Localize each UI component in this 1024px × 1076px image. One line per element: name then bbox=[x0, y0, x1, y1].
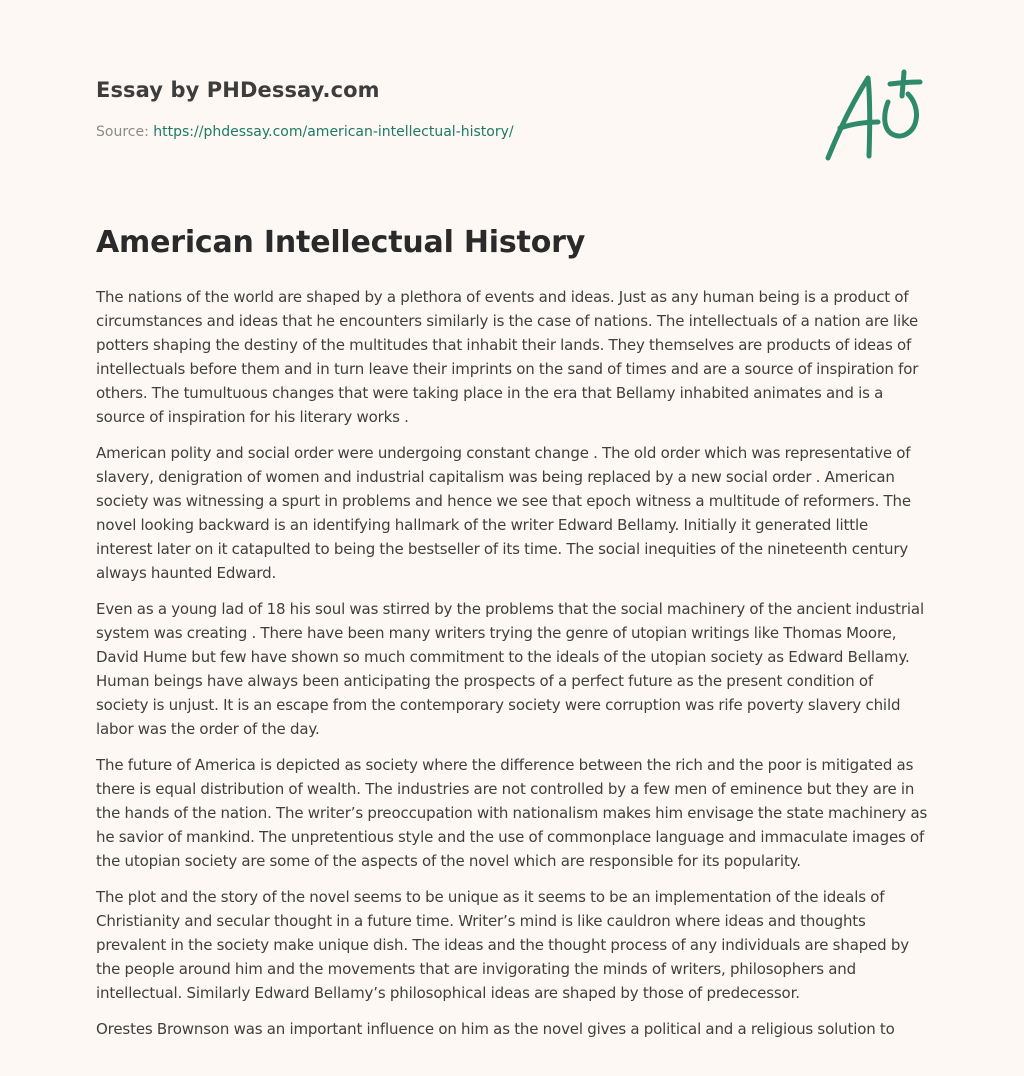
paragraph: Even as a young lad of 18 his soul was stirred by the problems that the social machinery of the ancient industrial system was creating . There have been many writers trying the genre of utopian writings like Thomas Moore, David Hume but few have shown so much commitment to the ideals of the utopian society as Edward Bellamy. Human beings have always been anticipating the prospects of a perfect future as the present condition of society is unjust. It is an escape from the contemporary society were corruption was rife poverty slavery child labor was the order of the day. bbox=[96, 600, 924, 738]
source-line bbox=[96, 124, 514, 140]
a-plus-logo-icon bbox=[822, 66, 926, 166]
paragraph: The plot and the story of the novel seems to be unique as it seems to be an implementation of the ideals of Christianity and secular thought in a future time. Writer’s mind is like cauldron where ideas and thoughts prevalent in the society make unique dish. The ideas and the thought process of any individuals are shaped by the people around him and the movements that are invigorating the minds of writers, philosophers and intellectual. Similarly Edward Bellamy’s philosophical ideas are shaped by those of predecessor. bbox=[96, 888, 909, 1002]
paragraph: The nations of the world are shaped by a plethora of events and ideas. Just as any human being is a product of circumstances and ideas that he encounters similarly is the case of nations. The intellectuals of a nation are like potters shaping the destiny of the multitudes that inhabit their lands. They themselves are products of ideas of intellectuals before them and in turn leave their imprints on the sand of times and are a source of inspiration for others. The tumultuous changes that were taking place in the era that Bellamy inhabited animates and is a source of inspiration for his literary works . bbox=[96, 288, 919, 426]
source-label: Source: bbox=[96, 124, 154, 140]
paragraph: American polity and social order were undergoing constant change . The old order which was representative of slavery, denigration of women and industrial capitalism was being replaced by a new social order . American society was witnessing a spurt in problems and hence we see that epoch witness a multitude of reformers. The novel looking backward is an identifying hallmark of the writer Edward Bellamy. Initially it generated little interest later on it catapulted to being the bestseller of its time. The social inequities of the nineteenth century always haunted Edward. bbox=[96, 444, 911, 582]
brand-title: Essay by PHDessay.com bbox=[96, 78, 380, 102]
source-link[interactable]: https://phdessay.com/american-intellectual-history/ bbox=[153, 124, 514, 140]
paragraph: Orestes Brownson was an important influence on him as the novel gives a political and a religious solution to bbox=[96, 1020, 895, 1038]
paragraph: The future of America is depicted as society where the difference between the rich and the poor is mitigated as there is equal distribution of wealth. The industries are not controlled by a few men of eminence but they are in the hands of the nation. The writer’s preoccupation with nationalism makes him envisage the state machinery as he savior of mankind. The unpretentious style and the use of commonplace language and immaculate images of the utopian society are some of the aspects of the novel which are responsible for its popularity. bbox=[96, 756, 928, 870]
article-title: American Intellectual History bbox=[96, 225, 586, 260]
article-body bbox=[96, 285, 928, 1053]
